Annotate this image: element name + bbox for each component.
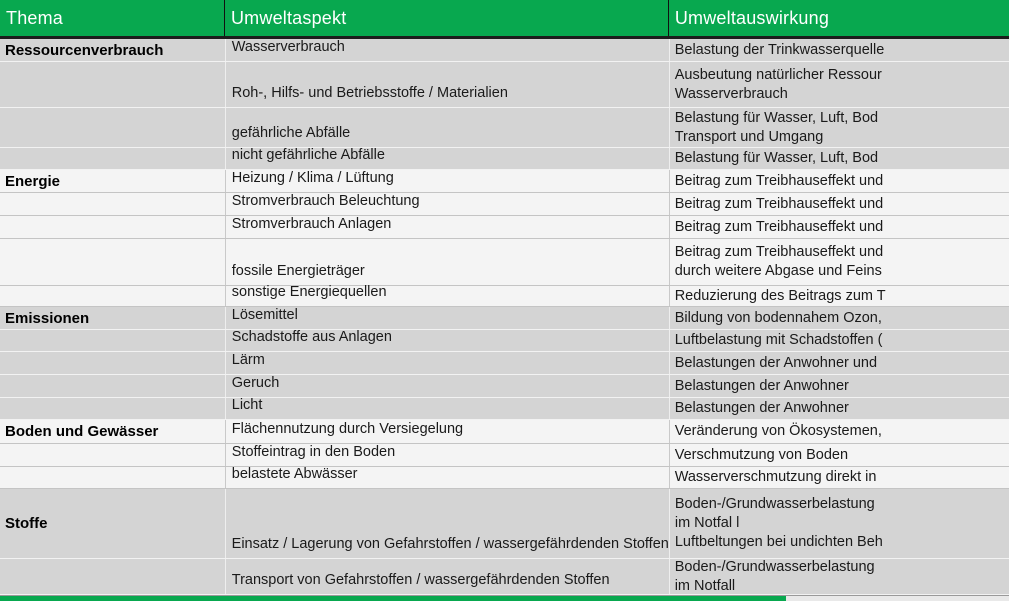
aspect-label: Licht [231, 397, 263, 413]
impact-cell[interactable] [669, 148, 1009, 169]
theme-label: Emissionen [5, 309, 90, 327]
header-cell-umweltauswirkung[interactable]: Umweltauswirkung [669, 0, 1009, 36]
impact-line: Beitrag zum Treibhauseffekt und [674, 244, 884, 260]
aspect-cell[interactable] [225, 39, 669, 61]
impact-line: Belastungen der Anwohner [674, 377, 849, 394]
theme-cell[interactable] [0, 420, 225, 443]
theme-cell[interactable] [0, 286, 225, 306]
table-row [0, 286, 1009, 307]
theme-cell[interactable] [0, 559, 225, 594]
theme-cell[interactable] [0, 216, 225, 238]
theme-cell[interactable] [0, 330, 225, 351]
impact-cell[interactable] [669, 352, 1009, 374]
aspect-label: Schadstoffe aus Anlagen [231, 329, 392, 345]
impact-line: Transport und Umgang [674, 128, 824, 145]
table-row [0, 108, 1009, 148]
impact-cell[interactable] [669, 420, 1009, 443]
theme-cell[interactable] [0, 62, 225, 107]
aspect-label: fossile Energieträger [231, 263, 365, 279]
table-row [0, 307, 1009, 330]
theme-label: Ressourcenverbrauch [5, 41, 164, 59]
theme-cell[interactable] [0, 467, 225, 488]
impact-cell[interactable] [669, 170, 1009, 192]
theme-cell[interactable] [0, 108, 225, 147]
aspect-label: gefährliche Abfälle [231, 125, 351, 141]
table-row [0, 148, 1009, 170]
theme-cell[interactable] [0, 193, 225, 215]
table-row [0, 239, 1009, 286]
impact-cell[interactable] [669, 467, 1009, 488]
aspect-label: Geruch [231, 375, 280, 391]
impact-cell[interactable] [669, 39, 1009, 61]
theme-cell[interactable] [0, 398, 225, 419]
aspect-cell[interactable] [225, 307, 669, 329]
theme-cell[interactable] [0, 239, 225, 285]
aspect-cell[interactable] [225, 216, 669, 238]
impact-line: Veränderung von Ökosystemen, [674, 423, 882, 439]
table-row [0, 170, 1009, 193]
table-row [0, 489, 1009, 559]
impact-line: Belastungen der Anwohner und [674, 354, 878, 371]
next-row-peek [0, 595, 1009, 601]
impact-cell[interactable] [669, 193, 1009, 215]
aspect-label: Heizung / Klima / Lüftung [231, 170, 394, 186]
aspect-label: sonstige Energiequellen [231, 284, 387, 300]
table-row [0, 398, 1009, 420]
aspect-label: Lösemittel [231, 307, 298, 323]
aspect-label: Lärm [231, 352, 265, 368]
impact-line: Verschmutzung von Boden [674, 446, 849, 463]
theme-cell[interactable] [0, 39, 225, 61]
table-row [0, 467, 1009, 489]
impact-cell[interactable] [669, 239, 1009, 285]
theme-cell[interactable] [0, 489, 225, 558]
theme-label: Boden und Gewässer [5, 423, 159, 440]
impact-line: Ausbeutung natürlicher Ressour [674, 66, 882, 83]
impact-line: durch weitere Abgase und Feins [674, 263, 882, 279]
impact-line: Beitrag zum Treibhauseffekt und [674, 172, 884, 189]
theme-cell[interactable] [0, 352, 225, 374]
aspect-cell[interactable] [225, 108, 669, 147]
theme-cell[interactable] [0, 148, 225, 169]
impact-line: Beitrag zum Treibhauseffekt und [674, 195, 884, 212]
theme-cell[interactable] [0, 170, 225, 192]
table-row [0, 420, 1009, 444]
aspect-cell[interactable] [225, 148, 669, 169]
next-row-peek-gray [786, 595, 1009, 601]
table-row [0, 39, 1009, 62]
table-row [0, 216, 1009, 239]
table-body [0, 39, 1009, 595]
aspect-label: Stromverbrauch Anlagen [231, 216, 392, 232]
aspect-label: Wasserverbrauch [231, 39, 345, 55]
theme-label: Stoffe [5, 515, 48, 532]
impact-line: im Notfall [674, 577, 736, 594]
impact-line: Reduzierung des Beitrags zum T [674, 287, 886, 304]
aspect-label: Flächennutzung durch Versiegelung [231, 421, 464, 437]
impact-line: Luftbeltungen bei undichten Beh [674, 534, 883, 550]
impact-line: Boden-/Grundwasserbelastung [674, 496, 875, 512]
aspect-cell[interactable] [225, 489, 669, 558]
impact-cell[interactable] [669, 375, 1009, 397]
aspect-cell[interactable] [225, 375, 669, 397]
aspect-label: Einsatz / Lagerung von Gefahrstoffen / wassergefährdenden Stoffen [231, 536, 669, 552]
table-header-row [0, 0, 1009, 39]
theme-cell[interactable] [0, 444, 225, 466]
impact-line: im Notfal l [674, 515, 740, 531]
impact-cell[interactable] [669, 62, 1009, 107]
aspect-label: Transport von Gefahrstoffen / wassergefährdenden Stoffen [231, 572, 610, 588]
impact-line: Bildung von bodennahem Ozon, [674, 309, 882, 326]
impact-line: Boden-/Grundwasserbelastung [674, 558, 875, 575]
impact-cell[interactable] [669, 444, 1009, 466]
impact-cell[interactable] [669, 307, 1009, 329]
aspect-cell[interactable] [225, 330, 669, 351]
impact-cell[interactable] [669, 489, 1009, 558]
impact-line: Belastung für Wasser, Luft, Bod [674, 109, 879, 126]
table-row [0, 352, 1009, 375]
impact-line: Luftbelastung mit Schadstoffen ( [674, 332, 883, 348]
aspect-cell[interactable] [225, 193, 669, 215]
impact-cell[interactable] [669, 330, 1009, 351]
aspect-cell[interactable] [225, 62, 669, 107]
aspect-label: Roh-, Hilfs- und Betriebsstoffe / Materialien [231, 85, 508, 101]
aspect-label: Stoffeintrag in den Boden [231, 444, 396, 460]
table-row [0, 375, 1009, 398]
table-row [0, 330, 1009, 352]
aspect-cell[interactable] [225, 420, 669, 443]
aspect-label: Stromverbrauch Beleuchtung [231, 193, 420, 209]
impact-line: Beitrag zum Treibhauseffekt und [674, 218, 884, 235]
aspect-label: belastete Abwässer [231, 466, 358, 482]
header-cell-umweltaspekt[interactable]: Umweltaspekt [225, 0, 669, 36]
aspect-cell[interactable] [225, 398, 669, 419]
impact-line: Belastung der Trinkwasserquelle [674, 41, 885, 58]
table-row [0, 62, 1009, 108]
aspect-cell[interactable] [225, 559, 669, 594]
aspect-cell[interactable] [225, 239, 669, 285]
table-row [0, 444, 1009, 467]
theme-label: Energie [5, 172, 61, 190]
impact-line: Belastung für Wasser, Luft, Bod [674, 150, 879, 166]
next-row-peek-green [0, 595, 786, 601]
aspect-cell[interactable] [225, 467, 669, 488]
impact-cell[interactable] [669, 108, 1009, 147]
impact-cell[interactable] [669, 286, 1009, 306]
theme-cell[interactable] [0, 307, 225, 329]
table-row [0, 193, 1009, 216]
impact-cell[interactable] [669, 216, 1009, 238]
aspect-cell[interactable] [225, 444, 669, 466]
impact-line: Wasserverbrauch [674, 85, 788, 102]
impact-cell[interactable] [669, 559, 1009, 594]
impact-line: Wasserverschmutzung direkt in [674, 469, 877, 485]
aspect-label: nicht gefährliche Abfälle [231, 147, 385, 163]
theme-cell[interactable] [0, 375, 225, 397]
aspect-cell[interactable] [225, 286, 669, 306]
impact-cell[interactable] [669, 398, 1009, 419]
table-row [0, 559, 1009, 595]
aspect-cell[interactable] [225, 352, 669, 374]
header-cell-thema[interactable]: Thema [0, 0, 225, 36]
impact-line: Belastungen der Anwohner [674, 400, 849, 416]
aspect-cell[interactable] [225, 170, 669, 192]
